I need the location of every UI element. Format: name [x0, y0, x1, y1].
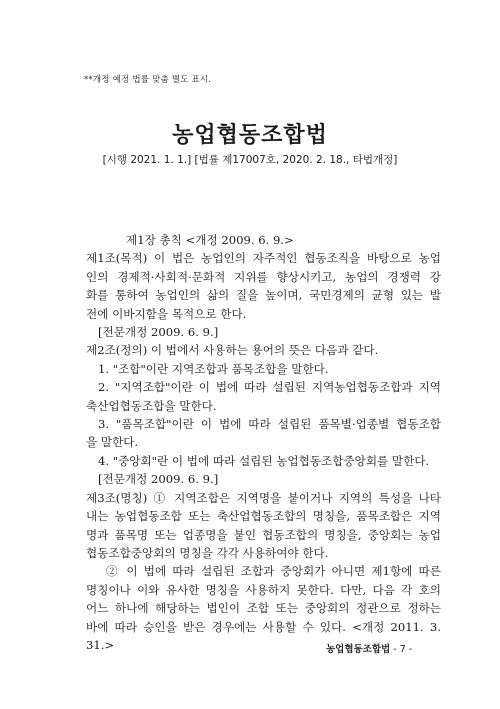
article-3-line: 명칭이나 이와 유사한 명칭을 사용하지 못한다. 다만, 다음 각 호의: [86, 582, 441, 597]
law-body: [86, 231, 441, 654]
amendment-note: [전문개정 2009. 6. 9.]: [98, 472, 219, 487]
page-footer: [326, 641, 448, 655]
article-2-item: 1. "조합"이란 지역조합과 품목조합을 말한다.: [98, 361, 329, 376]
article-1-line: 화를 통하여 농업인의 삶의 질을 높이며, 국민경제의 균형 있는 발: [86, 288, 441, 303]
amendment-note: [전문개정 2009. 6. 9.]: [98, 325, 219, 340]
article-2-item: 4. "중앙회"란 이 법에 따라 설립된 농업협동조합중앙회를 말한다.: [98, 453, 430, 468]
article-3-line: ② 이 법에 따라 설립된 조합과 중앙회가 아니면 제1항에 따른: [106, 564, 441, 579]
article-3-line: 내는 농업협동조합 또는 축산업협동조합의 명칭을, 품목조합은 지역: [86, 509, 441, 524]
article-1-line: 제1조(목적) 이 법은 농업인의 자주적인 협동조직을 바탕으로 농업: [86, 251, 441, 266]
article-3-line: 명과 품목명 또는 업종명을 붙인 협동조합의 명칭을, 중앙회는 농업: [86, 527, 441, 542]
article-1-line: 전에 이바지함을 목적으로 한다.: [86, 306, 247, 321]
chapter-heading: 제1장 총칙 <개정 2009. 6. 9.>: [126, 233, 294, 247]
article-3-line: 제3조(명칭) ① 지역조합은 지역명을 붙이거나 지역의 특성을 나타: [86, 490, 441, 505]
document-subtitle: [시행 2021. 1. 1.] [법률 제17007호, 2020. 2. 18., 타법개정]: [102, 154, 398, 166]
article-2-item: 축산업협동조합을 말한다.: [86, 398, 217, 413]
article-3-line: 31.>: [86, 637, 115, 652]
article-3-line: 바에 따라 승인을 받은 경우에는 사용할 수 있다. <개정 2011. 3.: [86, 619, 441, 634]
article-1-line: 인의 경제적·사회적·문화적 지위를 향상시키고, 농업의 경쟁력 강: [86, 269, 441, 284]
article-3-line: 협동조합중앙회의 명칭을 각각 사용하여야 한다.: [86, 545, 329, 560]
article-2-item: 3. "품목조합"이란 이 법에 따라 설립된 품목별·업종별 협동조합: [98, 417, 441, 432]
document-title: 농업협동조합법: [172, 123, 328, 148]
article-2-item: 을 말한다.: [86, 435, 139, 450]
header-note: **개정 예정 법률 맞춤 별도 표시.: [84, 75, 212, 85]
article-3-line: 어느 하나에 해당하는 법인이 조합 또는 중앙회의 정관으로 정하는: [86, 601, 441, 616]
page-number: - 7 -: [393, 644, 413, 655]
article-2-item: 2. "지역조합"이란 이 법에 따라 설립된 지역농업협동조합과 지역: [98, 380, 441, 395]
article-2-line: 제2조(정의) 이 법에서 사용하는 용어의 뜻은 다음과 같다.: [86, 343, 379, 358]
footer-law-name: 농업협동조합법: [326, 644, 391, 655]
